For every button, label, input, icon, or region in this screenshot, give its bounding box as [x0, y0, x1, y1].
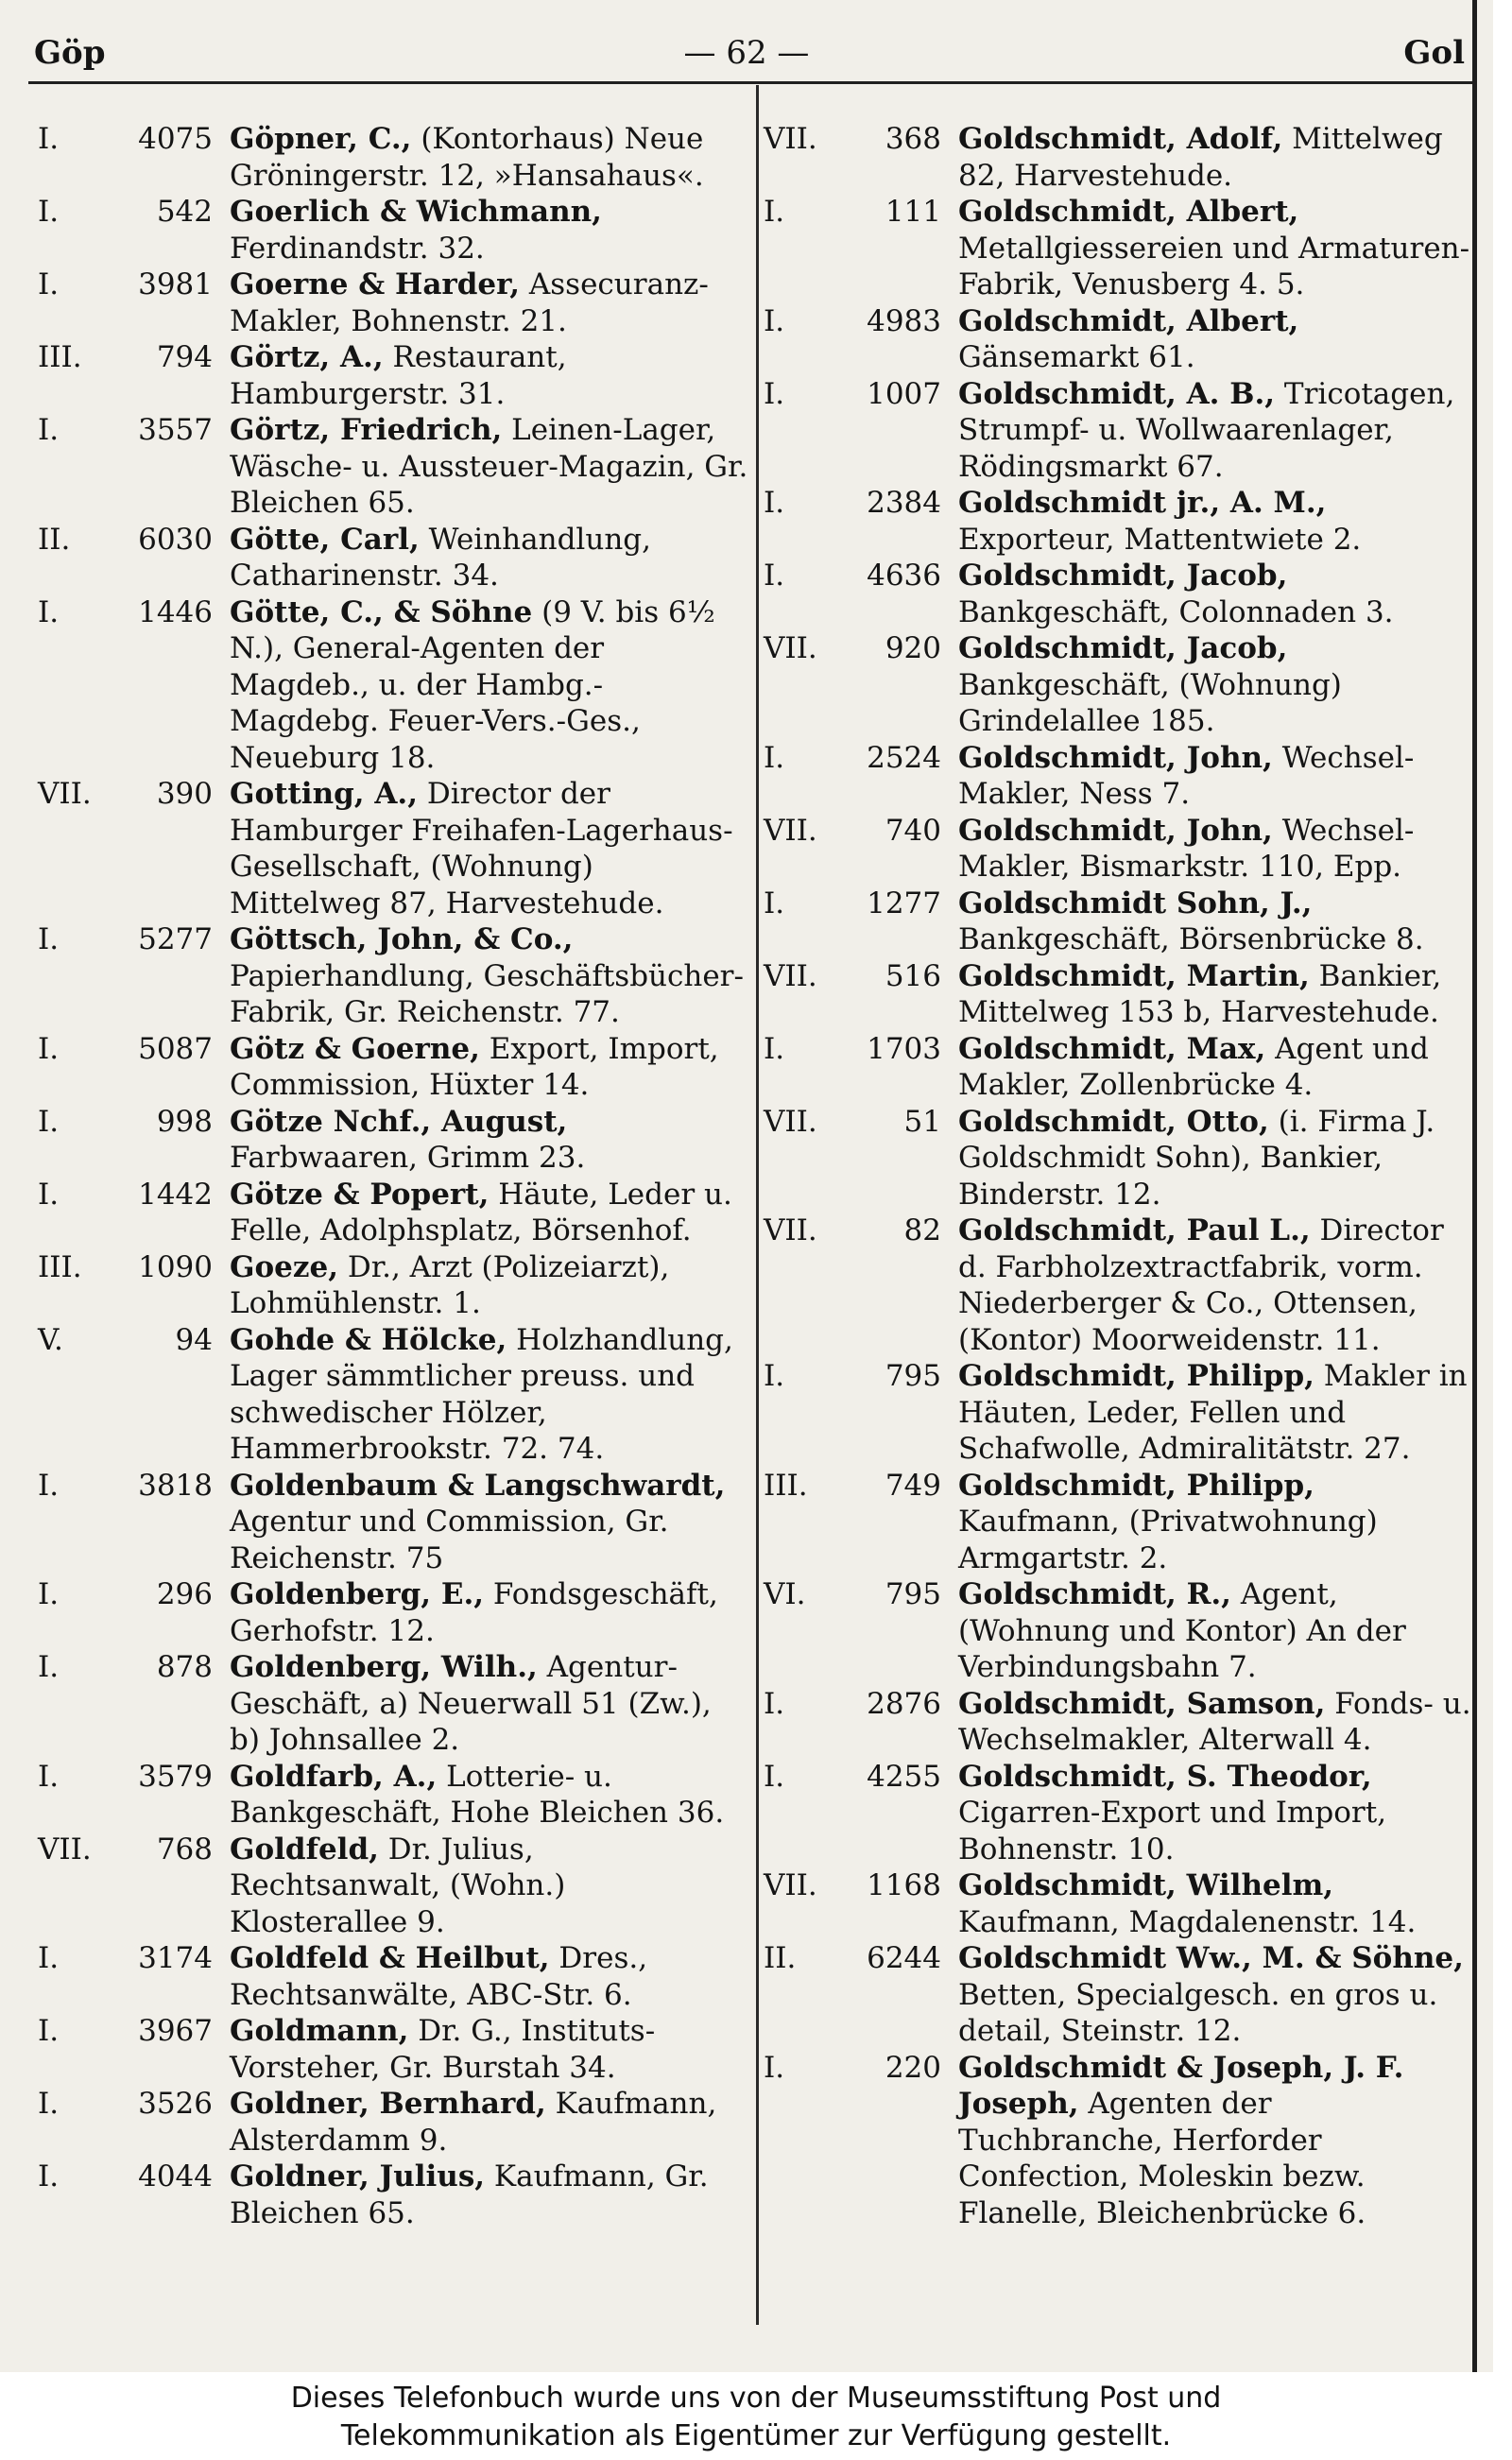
directory-entry [764, 2050, 1472, 2232]
phone-number: 795 [885, 1359, 941, 1393]
entry-text [958, 1468, 1472, 1577]
phone-number: 794 [156, 340, 213, 374]
header-left-guideword: Göp [34, 34, 106, 72]
phone-number: 1442 [138, 1177, 213, 1212]
phone-number: 390 [156, 777, 213, 811]
district-code: II. [764, 1941, 797, 1975]
page-edge-shadow [1472, 0, 1477, 2372]
directory-entry [764, 558, 1472, 630]
district-code: VII. [764, 958, 817, 993]
entry-text [958, 376, 1472, 486]
district-code: I. [764, 195, 785, 229]
footer-line-2: Telekommunikation als Eigentümer zur Verfügung gestellt. [340, 2419, 1172, 2452]
entry-details: Bankgeschäft, (Wohnung) Grindelallee 185. [958, 667, 1342, 738]
directory-entry [764, 1576, 1472, 1686]
phone-number: 516 [885, 958, 941, 993]
phone-number: 1446 [138, 594, 213, 629]
district-code: V. [38, 1322, 63, 1357]
phone-number: 1277 [867, 886, 941, 920]
subscriber-name: Goldschmidt, Martin, [958, 958, 1310, 993]
entry-details: Häute, Leder u. Felle, Adolphsplatz, Börsenhof. [230, 1177, 732, 1247]
directory-entry [764, 813, 1472, 886]
entry-details: Wechsel-Makler, Bismarkstr. 110, Epp. [958, 813, 1415, 884]
subscriber-name: Goldschmidt, John, [958, 740, 1273, 775]
entry-text [230, 1649, 748, 1759]
entry-details: Wechsel-Makler, Ness 7. [958, 740, 1415, 811]
directory-entry [38, 1177, 748, 1249]
directory-entry [38, 121, 748, 194]
phone-number: 4983 [867, 303, 941, 338]
entry-details: Weinhandlung, Catharinenstr. 34. [230, 522, 651, 593]
entry-text [958, 485, 1472, 558]
phone-number: 998 [156, 1104, 213, 1139]
district-code: I. [38, 1177, 60, 1212]
district-code: VII. [38, 777, 92, 811]
district-code: III. [38, 1249, 82, 1284]
entry-text [230, 1759, 748, 1832]
district-code: I. [38, 922, 60, 956]
subscriber-name: Gohde & Hölcke, [230, 1322, 507, 1357]
phone-number: 82 [903, 1213, 941, 1247]
directory-entry [764, 630, 1472, 740]
entry-details: (i. Firma J. Goldschmidt Sohn), Bankier, Binderstr. 12. [958, 1104, 1435, 1212]
subscriber-name: Götze Nchf., August, [230, 1104, 568, 1139]
directory-entry [38, 1832, 748, 1941]
entry-text [958, 558, 1472, 630]
entry-details: Agentur und Commission, Gr. Reichenstr. 75 [230, 1505, 669, 1575]
directory-entry [38, 1104, 748, 1177]
subscriber-name: Goldfeld & Heilbut, [230, 1941, 550, 1975]
subscriber-name: Götze & Popert, [230, 1177, 490, 1212]
entry-details: Cigarren-Export und Import, Bohnenstr. 10. [958, 1796, 1387, 1867]
directory-entry [764, 740, 1472, 813]
entry-text [230, 1576, 748, 1649]
district-code: I. [764, 1031, 785, 1066]
phone-number: 1168 [867, 1868, 941, 1902]
district-code: I. [764, 1359, 785, 1393]
phone-number: 296 [156, 1577, 213, 1611]
directory-entry [764, 1867, 1472, 1940]
header-right-guideword: Gol [1403, 34, 1465, 72]
entry-details: Agent, (Wohnung und Kontor) An der Verbindungsbahn 7. [958, 1577, 1406, 1684]
subscriber-name: Goldschmidt, S. Theodor, [958, 1759, 1372, 1794]
entry-details: Restaurant, Hamburgerstr. 31. [230, 340, 567, 411]
district-code: I. [764, 1686, 785, 1721]
district-code: I. [38, 1104, 60, 1139]
subscriber-name: Goldner, Bernhard, [230, 2087, 546, 2121]
entry-details: (9 V. bis 6½ N.), General-Agenten der Magdeb., u. der Hambg.-Magdebg. Feuer-Vers.-Ges., Neueburg 18. [230, 594, 715, 775]
entry-text [230, 2013, 748, 2086]
subscriber-name: Goldenberg, E., [230, 1577, 485, 1611]
entry-text [230, 1468, 748, 1577]
phone-number: 4044 [138, 2159, 213, 2193]
phone-number: 3981 [138, 267, 213, 301]
subscriber-name: Goldschmidt & Joseph, J. F. Joseph, [958, 2050, 1404, 2121]
phone-number: 2524 [867, 740, 941, 775]
phone-number: 768 [156, 1832, 213, 1867]
district-code: I. [764, 2050, 785, 2085]
district-code: VII. [764, 813, 817, 848]
entry-text [958, 1213, 1472, 1358]
entry-text [230, 1177, 748, 1249]
directory-entry [764, 1358, 1472, 1468]
entry-details: Agentur-Geschäft, a) Neuerwall 51 (Zw.), b) Johnsallee 2. [230, 1650, 712, 1757]
subscriber-name: Goldner, Julius, [230, 2159, 486, 2193]
subscriber-name: Goldschmidt, Philipp, [958, 1359, 1314, 1393]
subscriber-name: Goldschmidt, Max, [958, 1031, 1266, 1066]
district-code: I. [764, 740, 785, 775]
left-column [38, 121, 748, 2231]
entry-text [230, 1832, 748, 1941]
entry-text [958, 1104, 1472, 1213]
entry-text [958, 1576, 1472, 1686]
directory-entry [764, 194, 1472, 303]
entry-details: Assecuranz-Makler, Bohnenstr. 21. [230, 267, 709, 338]
entry-details: (Kontorhaus) Neue Gröningerstr. 12, »Hansahaus«. [230, 122, 704, 193]
directory-entry [38, 1031, 748, 1104]
entry-details: Kaufmann, Magdalenenstr. 14. [958, 1904, 1417, 1939]
page-header [28, 28, 1465, 76]
entry-text [230, 2086, 748, 2159]
entry-details: Betten, Specialgesch. en gros u. detail, Steinstr. 12. [958, 1977, 1438, 2048]
directory-entry [764, 886, 1472, 958]
district-code: VII. [764, 1868, 817, 1902]
subscriber-name: Göttsch, John, & Co., [230, 922, 574, 956]
entry-details: Kaufmann, Alsterdamm 9. [230, 2087, 717, 2158]
directory-entry [38, 1649, 748, 1759]
phone-number: 5277 [138, 922, 213, 956]
subscriber-name: Goldschmidt, R., [958, 1577, 1231, 1611]
district-code: I. [764, 303, 785, 338]
directory-entry [38, 2159, 748, 2231]
subscriber-name: Goldschmidt, Samson, [958, 1686, 1326, 1721]
district-code: VII. [764, 122, 817, 156]
district-code: I. [764, 886, 785, 920]
entry-text [230, 1940, 748, 2013]
entry-details: Agenten der Tuchbranche, Herforder Confection, Moleskin bezw. Flanelle, Bleichenbrücke 6. [958, 2087, 1366, 2230]
subscriber-name: Goldschmidt, Otto, [958, 1104, 1269, 1139]
subscriber-name: Goldschmidt, A. B., [958, 376, 1276, 411]
subscriber-name: Goldschmidt, John, [958, 813, 1273, 848]
subscriber-name: Götz & Goerne, [230, 1031, 480, 1066]
subscriber-name: Götte, Carl, [230, 522, 420, 557]
district-code: I. [764, 376, 785, 411]
entry-text [958, 740, 1472, 813]
subscriber-name: Goldschmidt, Adolf, [958, 122, 1283, 156]
directory-entry [38, 2013, 748, 2086]
entry-details: Agent und Makler, Zollenbrücke 4. [958, 1031, 1429, 1102]
phone-number: 6244 [867, 1941, 941, 1975]
entry-details: Export, Import, Commission, Hüxter 14. [230, 1031, 719, 1102]
entry-text [230, 194, 748, 267]
subscriber-name: Goldschmidt, Albert, [958, 303, 1299, 338]
entry-text [230, 1031, 748, 1104]
header-rule [28, 81, 1474, 84]
district-code: VI. [764, 1577, 806, 1611]
subscriber-name: Goeze, [230, 1249, 338, 1284]
footer-line-1: Dieses Telefonbuch wurde uns von der Museumsstiftung Post und [290, 2382, 1222, 2415]
directory-entry [38, 412, 748, 522]
directory-entry [38, 1322, 748, 1468]
entry-text [958, 121, 1472, 194]
entry-text [958, 886, 1472, 958]
entry-text [230, 776, 748, 921]
directory-entry [38, 776, 748, 921]
directory-entry [764, 376, 1472, 486]
entry-text [958, 2050, 1472, 2232]
directory-entry [764, 485, 1472, 558]
phone-number: 111 [885, 195, 941, 229]
directory-entry [764, 1686, 1472, 1759]
subscriber-name: Goldschmidt, Philipp, [958, 1468, 1314, 1503]
entry-details: Farbwaaren, Grimm 23. [230, 1141, 586, 1175]
entry-details: Mittelweg 82, Harvestehude. [958, 122, 1443, 193]
directory-entry [764, 121, 1472, 194]
phone-number: 6030 [138, 522, 213, 557]
directory-entry [38, 594, 748, 777]
entry-details: Dr. Julius, Rechtsanwalt, (Wohn.) Klosterallee 9. [230, 1832, 566, 1939]
entry-details: Bankgeschäft, Börsenbrücke 8. [958, 922, 1424, 956]
subscriber-name: Goerne & Harder, [230, 267, 521, 301]
entry-text [230, 921, 748, 1031]
phone-number: 795 [885, 1577, 941, 1611]
phone-number: 4255 [867, 1759, 941, 1794]
entry-details: Lotterie- u. Bankgeschäft, Hohe Bleichen 36. [230, 1759, 725, 1830]
district-code: I. [38, 1577, 60, 1611]
entry-details: Director d. Farbholzextractfabrik, vorm. Niederberger & Co., Ottensen, (Kontor) Moorweidenstr. 11. [958, 1213, 1444, 1357]
phone-number: 878 [156, 1650, 213, 1684]
entry-details: Gänsemarkt 61. [958, 340, 1195, 374]
phone-number: 3579 [138, 1759, 213, 1794]
subscriber-name: Görtz, Friedrich, [230, 413, 503, 447]
phone-number: 542 [156, 195, 213, 229]
subscriber-name: Goldschmidt jr., A. M., [958, 486, 1327, 520]
subscriber-name: Goldschmidt, Jacob, [958, 631, 1288, 665]
district-code: VII. [38, 1832, 92, 1867]
district-code: I. [38, 122, 60, 156]
subscriber-name: Goldschmidt, Jacob, [958, 559, 1288, 593]
directory-entry [38, 1249, 748, 1322]
column-divider [756, 85, 759, 2325]
entry-text [958, 630, 1472, 740]
directory-entry [764, 1468, 1472, 1577]
entry-text [230, 1249, 748, 1322]
district-code: I. [38, 267, 60, 301]
phone-number: 220 [885, 2050, 941, 2085]
entry-text [958, 813, 1472, 886]
subscriber-name: Gotting, A., [230, 777, 419, 811]
directory-entry [38, 267, 748, 339]
entry-text [230, 412, 748, 522]
directory-entry [38, 339, 748, 412]
district-code: I. [38, 1941, 60, 1975]
entry-text [230, 121, 748, 194]
footer-notice [0, 2372, 1512, 2460]
subscriber-name: Goldschmidt Ww., M. & Söhne, [958, 1941, 1464, 1975]
subscriber-name: Goldfarb, A., [230, 1759, 438, 1794]
district-code: I. [38, 195, 60, 229]
district-code: VII. [764, 1104, 817, 1139]
subscriber-name: Götte, C., & Söhne [230, 594, 533, 629]
entry-details: Kaufmann, (Privatwohnung) Armgartstr. 2. [958, 1505, 1378, 1575]
entry-details: Dr., Arzt (Polizeiarzt), Lohmühlenstr. 1. [230, 1249, 670, 1320]
entry-text [958, 1031, 1472, 1104]
subscriber-name: Goerlich & Wichmann, [230, 195, 602, 229]
district-code: I. [764, 559, 785, 593]
entry-details: Bankgeschäft, Colonnaden 3. [958, 594, 1394, 629]
phone-number: 5087 [138, 1031, 213, 1066]
directory-entry [764, 1213, 1472, 1358]
subscriber-name: Goldfeld, [230, 1832, 379, 1867]
directory-entry [764, 1031, 1472, 1104]
phone-number: 2384 [867, 486, 941, 520]
subscriber-name: Goldmann, [230, 2014, 409, 2048]
phone-number: 3557 [138, 413, 213, 447]
phone-number: 51 [903, 1104, 941, 1139]
entry-text [230, 1104, 748, 1177]
phone-number: 3818 [138, 1468, 213, 1503]
subscriber-name: Görtz, A., [230, 340, 384, 374]
directory-entry [38, 921, 748, 1031]
directory-entry [38, 1759, 748, 1832]
district-code: I. [764, 1759, 785, 1794]
directory-entry [38, 1576, 748, 1649]
subscriber-name: Goldschmidt, Albert, [958, 195, 1299, 229]
phone-number: 749 [885, 1468, 941, 1503]
entry-details: Makler in Häuten, Leder, Fellen und Schafwolle, Admiralitätstr. 27. [958, 1359, 1468, 1466]
district-code: I. [764, 486, 785, 520]
subscriber-name: Goldenberg, Wilh., [230, 1650, 538, 1684]
subscriber-name: Goldschmidt, Paul L., [958, 1213, 1311, 1247]
entry-details: Dres., Rechtsanwälte, ABC-Str. 6. [230, 1941, 648, 2012]
district-code: III. [764, 1468, 808, 1503]
directory-entry [38, 194, 748, 267]
subscriber-name: Goldschmidt Sohn, J., [958, 886, 1313, 920]
district-code: I. [38, 1031, 60, 1066]
phone-number: 1090 [138, 1249, 213, 1284]
phone-number: 920 [885, 631, 941, 665]
entry-text [230, 1322, 748, 1468]
directory-entry [764, 958, 1472, 1031]
phone-number: 4075 [138, 122, 213, 156]
entry-text [958, 303, 1472, 376]
entry-text [230, 594, 748, 777]
entry-text [958, 1358, 1472, 1468]
entry-details: Dr. G., Instituts-Vorsteher, Gr. Burstah 34. [230, 2014, 656, 2085]
entry-details: Papierhandlung, Geschäftsbücher-Fabrik, Gr. Reichenstr. 77. [230, 958, 744, 1029]
directory-entry [764, 303, 1472, 376]
district-code: VII. [764, 631, 817, 665]
entry-text [958, 958, 1472, 1031]
entry-details: Fondsgeschäft, Gerhofstr. 12. [230, 1577, 718, 1648]
entry-text [230, 267, 748, 339]
phone-number: 2876 [867, 1686, 941, 1721]
entry-details: Director der Hamburger Freihafen-Lagerhaus-Gesellschaft, (Wohnung) Mittelweg 87, Harvestehude. [230, 777, 733, 920]
entry-details: Kaufmann, Gr. Bleichen 65. [230, 2159, 709, 2230]
district-code: VII. [764, 1213, 817, 1247]
entry-text [230, 522, 748, 594]
district-code: I. [38, 2087, 60, 2121]
entry-details: Fonds- u. Wechselmakler, Alterwall 4. [958, 1686, 1471, 1757]
subscriber-name: Göpner, C., [230, 122, 412, 156]
entry-details: Metallgiessereien und Armaturen-Fabrik, Venusberg 4. 5. [958, 231, 1470, 301]
district-code: III. [38, 340, 82, 374]
entry-text [230, 339, 748, 412]
entry-text [958, 1686, 1472, 1759]
entry-details: Tricotagen, Strumpf- u. Wollwaarenlager, Rödingsmarkt 67. [958, 376, 1455, 484]
entry-text [958, 194, 1472, 303]
entry-text [958, 1759, 1472, 1868]
phone-number: 4636 [867, 559, 941, 593]
directory-entry [38, 1940, 748, 2013]
district-code: I. [38, 2014, 60, 2048]
entry-details: Ferdinandstr. 32. [230, 231, 485, 266]
entry-details: Bankier, Mittelweg 153 b, Harvestehude. [958, 958, 1442, 1029]
district-code: II. [38, 522, 71, 557]
phone-number: 3174 [138, 1941, 213, 1975]
entry-details: Leinen-Lager, Wäsche- u. Aussteuer-Magazin, Gr. Bleichen 65. [230, 413, 748, 520]
district-code: I. [38, 1468, 60, 1503]
subscriber-name: Goldschmidt, Wilhelm, [958, 1868, 1334, 1902]
directory-entry [38, 2086, 748, 2159]
directory-entry [38, 1468, 748, 1577]
directory-entry [764, 1940, 1472, 2050]
phone-number: 3526 [138, 2087, 213, 2121]
phone-number: 94 [175, 1322, 213, 1357]
directory-entry [764, 1759, 1472, 1868]
district-code: I. [38, 594, 60, 629]
entry-details: Holzhandlung, Lager sämmtlicher preuss. und schwedischer Hölzer, Hammerbrookstr. 72. 74. [230, 1322, 733, 1466]
entry-text [958, 1867, 1472, 1940]
district-code: I. [38, 413, 60, 447]
directory-entry [764, 1104, 1472, 1213]
phone-number: 740 [885, 813, 941, 848]
entry-text [958, 1940, 1472, 2050]
entry-details: Exporteur, Mattentwiete 2. [958, 522, 1362, 557]
district-code: I. [38, 2159, 60, 2193]
right-column [764, 121, 1472, 2231]
district-code: I. [38, 1650, 60, 1684]
phone-number: 1007 [867, 376, 941, 411]
district-code: I. [38, 1759, 60, 1794]
subscriber-name: Goldenbaum & Langschwardt, [230, 1468, 726, 1503]
entry-text [230, 2159, 748, 2231]
directory-entry [38, 522, 748, 594]
page-number: — 62 — [683, 34, 810, 72]
phone-number: 368 [885, 122, 941, 156]
phone-number: 3967 [138, 2014, 213, 2048]
phone-number: 1703 [867, 1031, 941, 1066]
